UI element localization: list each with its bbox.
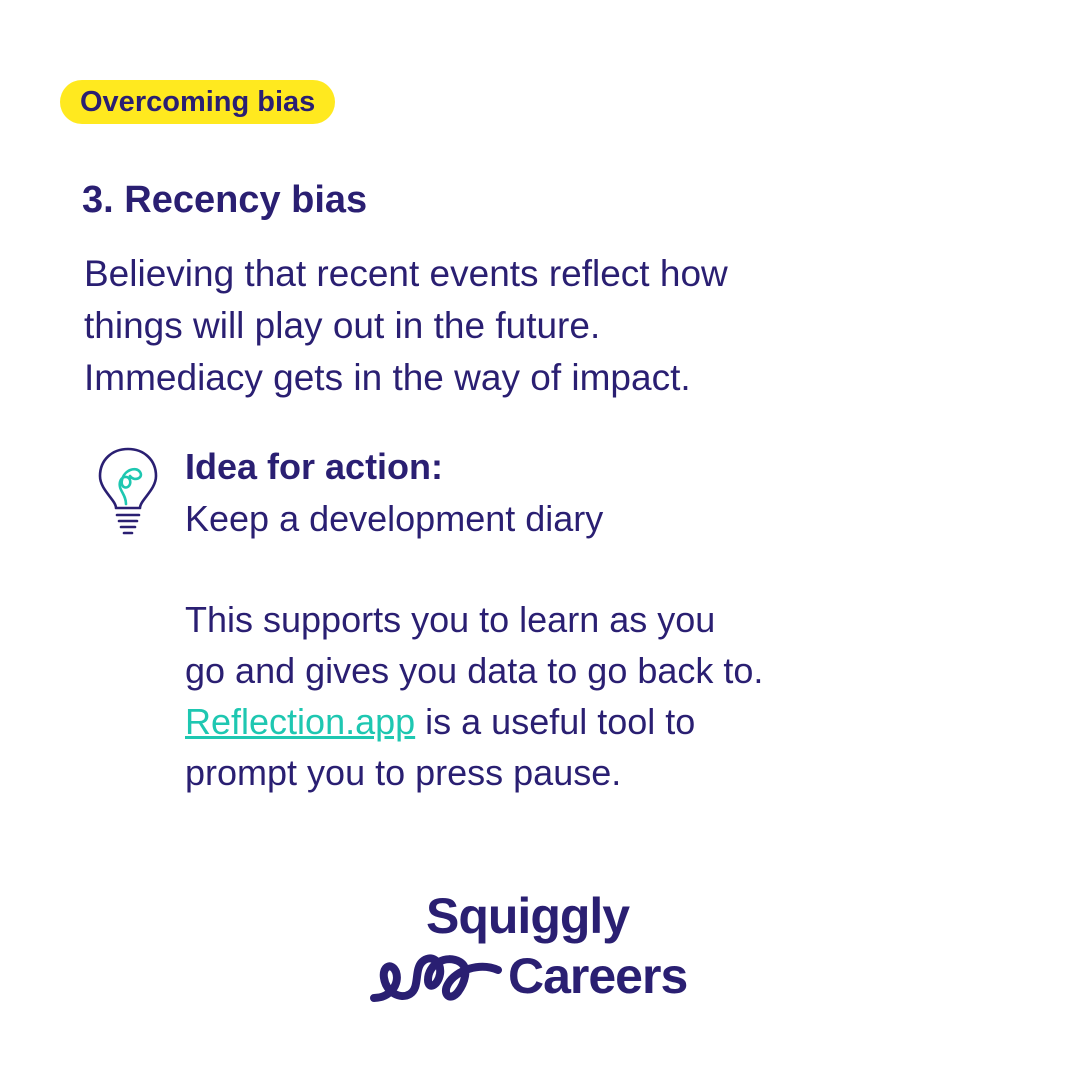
squiggly-careers-logo (370, 880, 720, 1020)
reflection-app-link[interactable]: Reflection.app (185, 701, 416, 742)
idea-body (185, 594, 985, 798)
idea-body-line: This supports you to learn as you (185, 599, 716, 640)
definition-line: Immediacy gets in the way of impact. (84, 357, 691, 398)
page-title: 3. Recency bias (82, 179, 368, 221)
logo-word-careers: Careers (508, 948, 688, 1004)
idea-body-line: go and gives you data to go back to. (185, 650, 764, 691)
definition-line: things will play out in the future. (84, 305, 601, 346)
topic-tag-label: Overcoming bias (80, 85, 316, 118)
definition-line: Believing that recent events reflect how (84, 253, 728, 294)
squiggle-logo-icon (370, 940, 520, 1012)
idea-body-link-line (185, 696, 985, 747)
idea-title: Idea for action: (185, 446, 444, 487)
logo-word-squiggly: Squiggly (426, 888, 630, 944)
lightbulb-icon (96, 446, 160, 540)
idea-body-line: prompt you to press pause. (185, 752, 622, 793)
link-suffix: is a useful tool to (415, 701, 696, 742)
topic-tag (60, 80, 335, 124)
bias-definition (84, 248, 904, 404)
idea-text: Keep a development diary (185, 498, 604, 539)
